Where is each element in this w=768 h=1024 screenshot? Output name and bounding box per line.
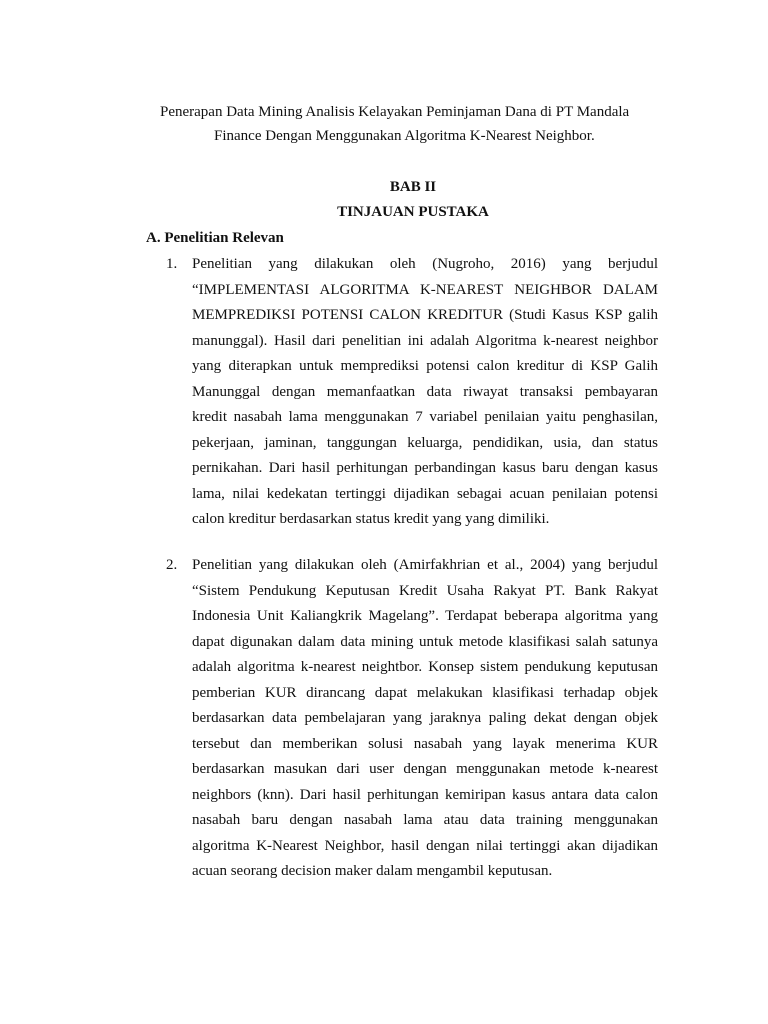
paragraph-line: berdasarkan masukan dari user dengan menggunakan metode k-nearest — [192, 761, 658, 777]
paragraph-line: algoritma K-Nearest Neighbor, hasil dengan nilai tertinggi akan dijadikan — [192, 837, 658, 854]
paragraph-line: tersebut dan memberikan solusi nasabah yang layak menerima KUR — [192, 735, 658, 752]
paragraph-line: Manunggal dengan memanfaatkan data riwayat transaksi pembayaran — [192, 383, 658, 400]
list-item-number: 2. — [166, 557, 178, 573]
paragraph-line: Penelitian yang dilakukan oleh (Nugroho, 2016) yang berjudul — [192, 256, 658, 272]
paragraph-line: yang diterapkan untuk memprediksi potensi calon kreditur di KSP Galih — [192, 358, 658, 374]
section-title: A. Penelitian Relevan — [146, 230, 284, 246]
paragraph-line: manunggal). Hasil dari penelitian ini adalah Algoritma k-nearest neighbor — [192, 332, 658, 349]
list-item-number: 1. — [166, 256, 178, 272]
paragraph-line: pernikahan. Dari hasil perhitungan perbandingan kasus baru dengan kasus — [192, 460, 658, 476]
paragraph-line: “IMPLEMENTASI ALGORITMA K-NEAREST NEIGHBOR DALAM — [192, 281, 658, 298]
list-item — [166, 252, 658, 533]
paragraph-line: nasabah baru dengan nasabah lama atau data training menggunakan — [192, 812, 658, 828]
chapter-title: TINJAUAN PUSTAKA — [337, 204, 489, 220]
running-header-line-1: Penerapan Data Mining Analisis Kelayakan Peminjaman Dana di PT Mandala — [160, 104, 630, 120]
paragraph-line: “Sistem Pendukung Keputusan Kredit Usaha Rakyat PT. Bank Rakyat — [192, 582, 658, 599]
paragraph-line: calon kreditur berdasarkan status kredit yang yang dimiliki. — [192, 511, 550, 527]
paragraph-line: berdasarkan data pembelajaran yang jaraknya paling dekat dengan objek — [192, 710, 658, 726]
paragraph-line: Indonesia Unit Kaliangkrik Magelang”. Terdapat beberapa algoritma yang — [192, 608, 658, 624]
paragraph-line: adalah algoritma k-nearest neightbor. Konsep sistem pendukung keputusan — [192, 659, 658, 675]
paragraph-line: pekerjaan, jaminan, tanggungan keluarga, pendidikan, usia, dan status — [192, 434, 658, 451]
chapter-number: BAB II — [389, 179, 437, 195]
list-item — [166, 553, 658, 885]
paragraph-line: Penelitian yang dilakukan oleh (Amirfakhrian et al., 2004) yang berjudul — [192, 557, 658, 573]
running-header-line-2: Finance Dengan Menggunakan Algoritma K-Nearest Neighbor. — [214, 128, 595, 144]
paragraph-line: kredit nasabah lama menggunakan 7 variabel penilaian yaitu penghasilan, — [192, 409, 658, 425]
paragraph-line: pemberian KUR dirancang dapat melakukan klasifikasi terhadap objek — [192, 684, 658, 701]
paragraph-line: MEMPREDIKSI POTENSI CALON KREDITUR (Studi Kasus KSP galih — [192, 307, 658, 323]
paragraph-line: neighbors (knn). Dari hasil perhitungan kemiripan kasus antara data calon — [192, 786, 658, 803]
paragraph-line: dapat digunakan dalam data mining untuk metode klasifikasi salah satunya — [192, 633, 658, 650]
paragraph-line: acuan seorang decision maker dalam mengambil keputusan. — [192, 863, 553, 879]
paragraph-line: lama, nilai kedekatan tertinggi dijadikan sebagai acuan penilaian potensi — [192, 485, 658, 502]
